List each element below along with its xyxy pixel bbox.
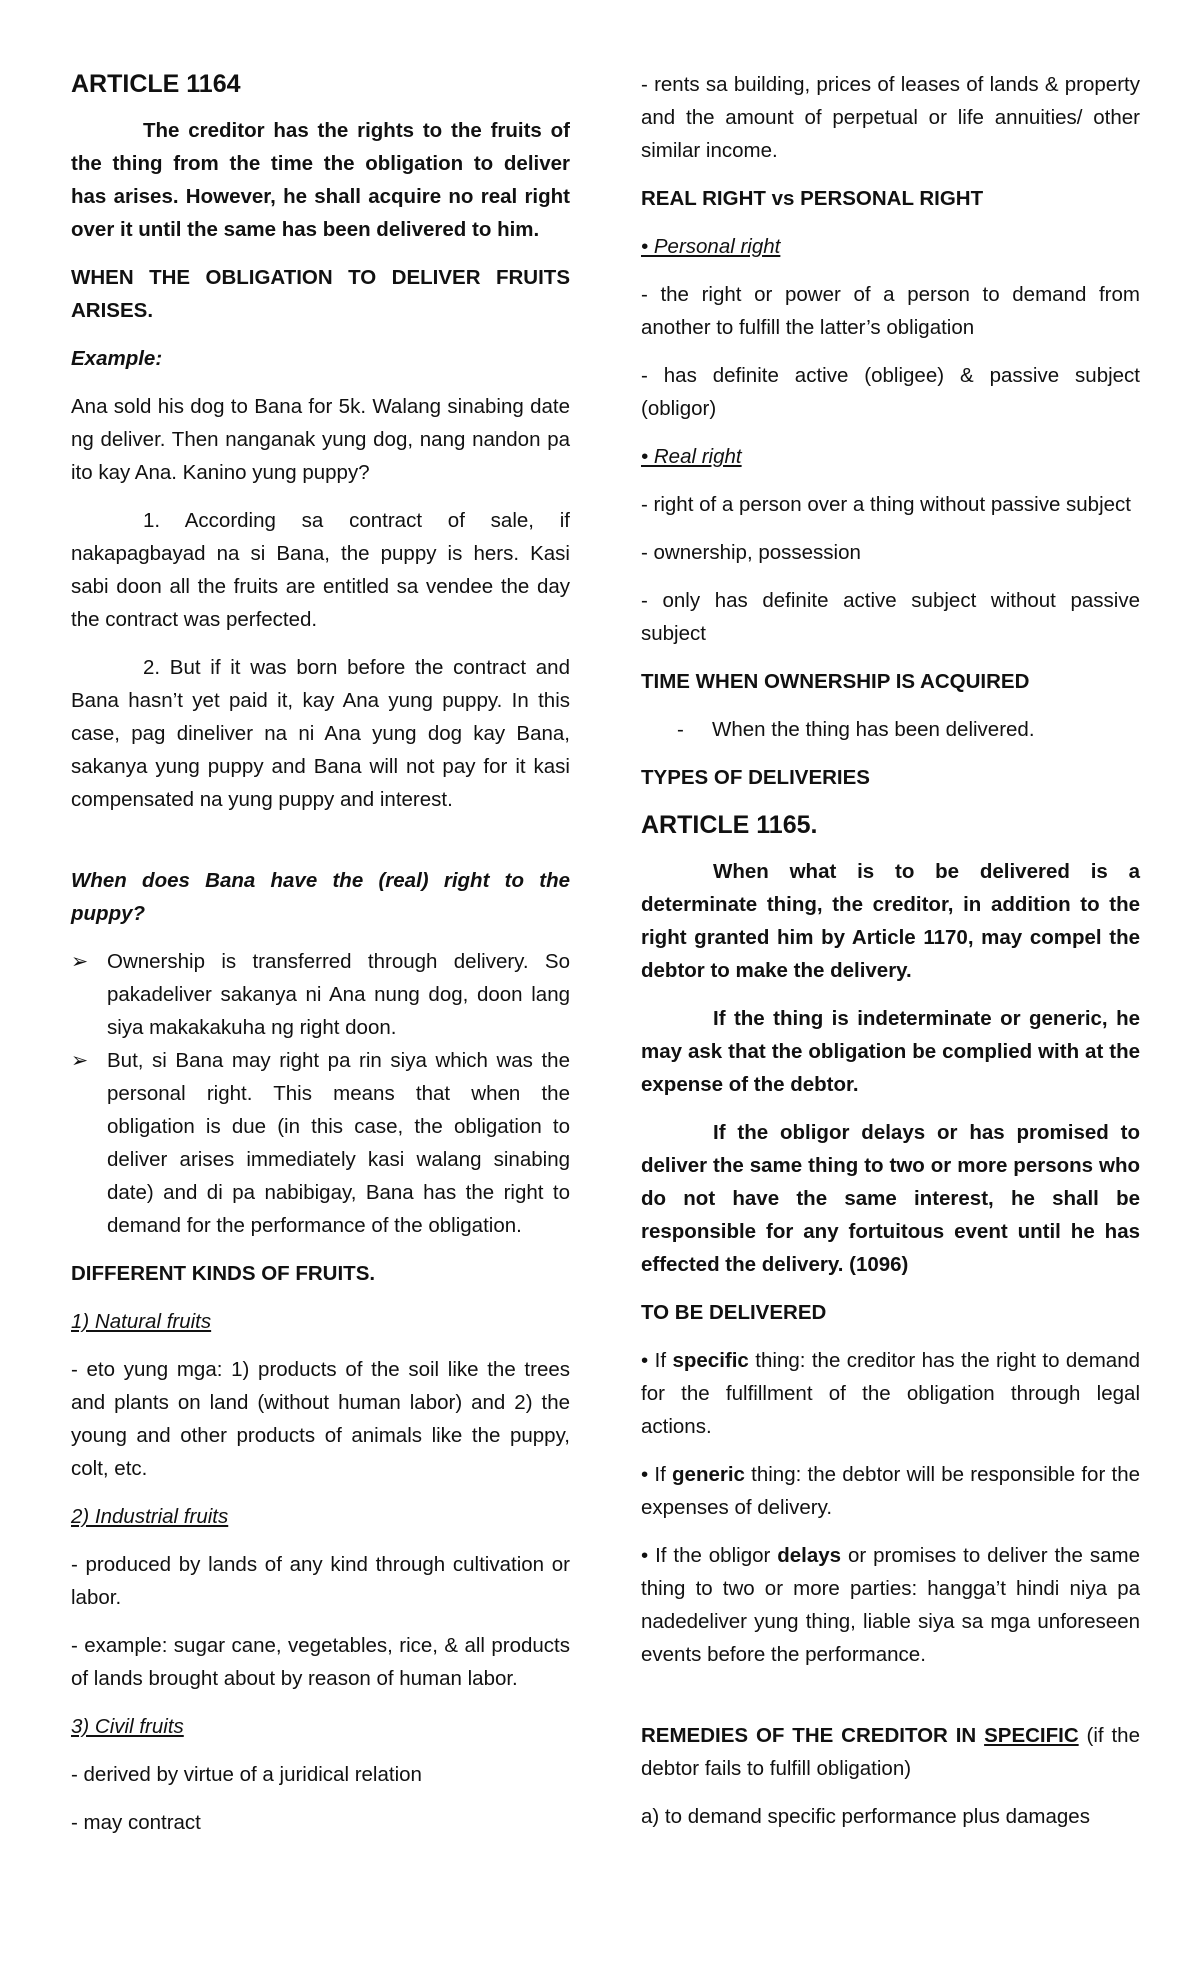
when-obligation-heading: WHEN THE OBLIGATION TO DELIVER FRUITS ARISES.: [71, 266, 570, 322]
generic-post: thing: the debtor will be responsible for the expenses of delivery.: [641, 1463, 1140, 1519]
personal-right-text: - the right or power of a person to demand from another to fulfill the latter’s obligation: [641, 283, 1140, 339]
civil-fruits-contract: - may contract: [71, 1811, 201, 1834]
kinds-of-fruits-heading: DIFFERENT KINDS OF FRUITS.: [71, 1262, 376, 1285]
personal-right-label: • Personal right: [641, 235, 781, 258]
blank-line: [641, 1686, 1140, 1719]
list-item: [71, 945, 570, 1044]
remedies-pre: REMEDIES OF THE CREDITOR IN: [641, 1724, 985, 1747]
arrow-bullet-icon: ➢: [71, 1049, 89, 1072]
case-2-text: 2. But if it was born before the contract and Bana hasn’t yet paid it, kay Ana yung puppy. In this case, pag dineliver na ni Ana yung dog kay Bana, sakanya yung puppy and Bana will not pay for it kasi compensated na yung puppy and interest.: [71, 656, 570, 811]
natural-fruits-label: 1) Natural fruits: [71, 1310, 212, 1333]
bullet-text: But, si Bana may right pa rin siya which was the personal right. This means that when the obligation is due (in this case, the obligation to deliver arises immediately kasi walang sinabing date) and di pa nabibigay, Bana has the right to demand for the performance of the obligation.: [107, 1049, 570, 1237]
industrial-fruits-example: - example: sugar cane, vegetables, rice, & all products of lands brought about by reason of human labor.: [71, 1634, 570, 1690]
real-right-text: - right of a person over a thing without passive subject: [641, 493, 1131, 516]
article-1164-text: The creditor has the rights to the fruits of the thing from the time the obligation to deliver has arises. However, he shall acquire no real right over it until the same has been delivered to him.: [71, 119, 570, 241]
article-1165-paragraph-1: When what is to be delivered is a determinate thing, the creditor, in addition to the right granted him by Article 1170, may compel the debtor to make the delivery.: [641, 860, 1140, 982]
to-be-delivered-heading: TO BE DELIVERED: [641, 1301, 827, 1324]
industrial-fruits-text: - produced by lands of any kind through cultivation or labor.: [71, 1553, 570, 1609]
delays-post: or promises to deliver the same thing to two or more parties: hangga’t hindi niya pa nadedeliver yung thing, liable siya sa mga unforeseen events before the performance.: [641, 1544, 1140, 1666]
generic-keyword: generic: [672, 1463, 745, 1486]
case-1-text: 1. According sa contract of sale, if nakapagbayad na si Bana, the puppy is hers. Kasi sabi doon all the fruits are entitled sa vendee the day the contract was perfected.: [71, 509, 570, 631]
specific-post: thing: the creditor has the right to demand for the fulfillment of the obligation through legal actions.: [641, 1349, 1140, 1438]
civil-fruits-text: - derived by virtue of a juridical relation: [71, 1763, 422, 1786]
remedies-post: (if the debtor fails to fulfill obligation): [641, 1724, 1140, 1780]
civil-fruits-label: 3) Civil fruits: [71, 1715, 184, 1738]
remedies-heading: [641, 1719, 1140, 1785]
real-right-label: • Real right: [641, 445, 742, 468]
arrow-bullet-icon: ➢: [71, 950, 89, 973]
dash-item-text: When the thing has been delivered.: [712, 718, 1035, 741]
example-label: Example:: [71, 347, 163, 370]
real-right-examples: - ownership, possession: [641, 541, 861, 564]
types-of-deliveries-heading: TYPES OF DELIVERIES: [641, 766, 870, 789]
remedies-specific: SPECIFIC: [984, 1724, 1079, 1747]
ownership-dash-list: [641, 713, 1140, 746]
real-right-subjects: - only has definite active subject without passive subject: [641, 589, 1140, 645]
delays-pre: • If the obligor: [641, 1544, 778, 1567]
generic-thing-text: [641, 1458, 1140, 1524]
ownership-heading: TIME WHEN OWNERSHIP IS ACQUIRED: [641, 670, 1030, 693]
real-right-question: When does Bana have the (real) right to the puppy?: [71, 869, 570, 925]
dash-bullet-icon: -: [677, 718, 684, 741]
delays-keyword: delays: [777, 1544, 842, 1567]
example-text: Ana sold his dog to Bana for 5k. Walang sinabing date ng deliver. Then nanganak yung dog, nang nandon pa ito kay Ana. Kanino yung puppy?: [71, 395, 570, 484]
left-column: [71, 68, 570, 1854]
blank-line: [71, 831, 570, 864]
obligor-delays-text: [641, 1539, 1140, 1671]
specific-keyword: specific: [672, 1349, 749, 1372]
article-1165-heading: ARTICLE 1165.: [641, 811, 818, 839]
rents-text: - rents sa building, prices of leases of lands & property and the amount of perpetual or life annuities/ other similar income.: [641, 73, 1140, 162]
specific-pre: • If: [641, 1349, 673, 1372]
article-1165-paragraph-2: If the thing is indeterminate or generic, he may ask that the obligation be complied with at the expense of the debtor.: [641, 1007, 1140, 1096]
ownership-bullet-list: [71, 945, 570, 1242]
remedy-a-text: a) to demand specific performance plus damages: [641, 1805, 1090, 1828]
specific-thing-text: [641, 1344, 1140, 1443]
real-vs-personal-heading: REAL RIGHT vs PERSONAL RIGHT: [641, 187, 984, 210]
industrial-fruits-label: 2) Industrial fruits: [71, 1505, 229, 1528]
list-item: [641, 713, 1140, 746]
natural-fruits-text: - eto yung mga: 1) products of the soil like the trees and plants on land (without human labor) and 2) the young and other products of animals like the puppy, colt, etc.: [71, 1358, 570, 1480]
generic-pre: • If: [641, 1463, 673, 1486]
right-column: [641, 68, 1140, 1848]
personal-right-subjects: - has definite active (obligee) & passive subject (obligor): [641, 364, 1140, 420]
article-1164-heading: ARTICLE 1164: [71, 70, 241, 98]
list-item: [71, 1044, 570, 1242]
bullet-text: Ownership is transferred through delivery. So pakadeliver sakanya ni Ana nung dog, doon lang siya makakakuha ng right doon.: [107, 950, 570, 1039]
article-1165-paragraph-3: If the obligor delays or has promised to deliver the same thing to two or more persons who do not have the same interest, he shall be responsible for any fortuitous event until he has effected the delivery. (1096): [641, 1121, 1140, 1276]
